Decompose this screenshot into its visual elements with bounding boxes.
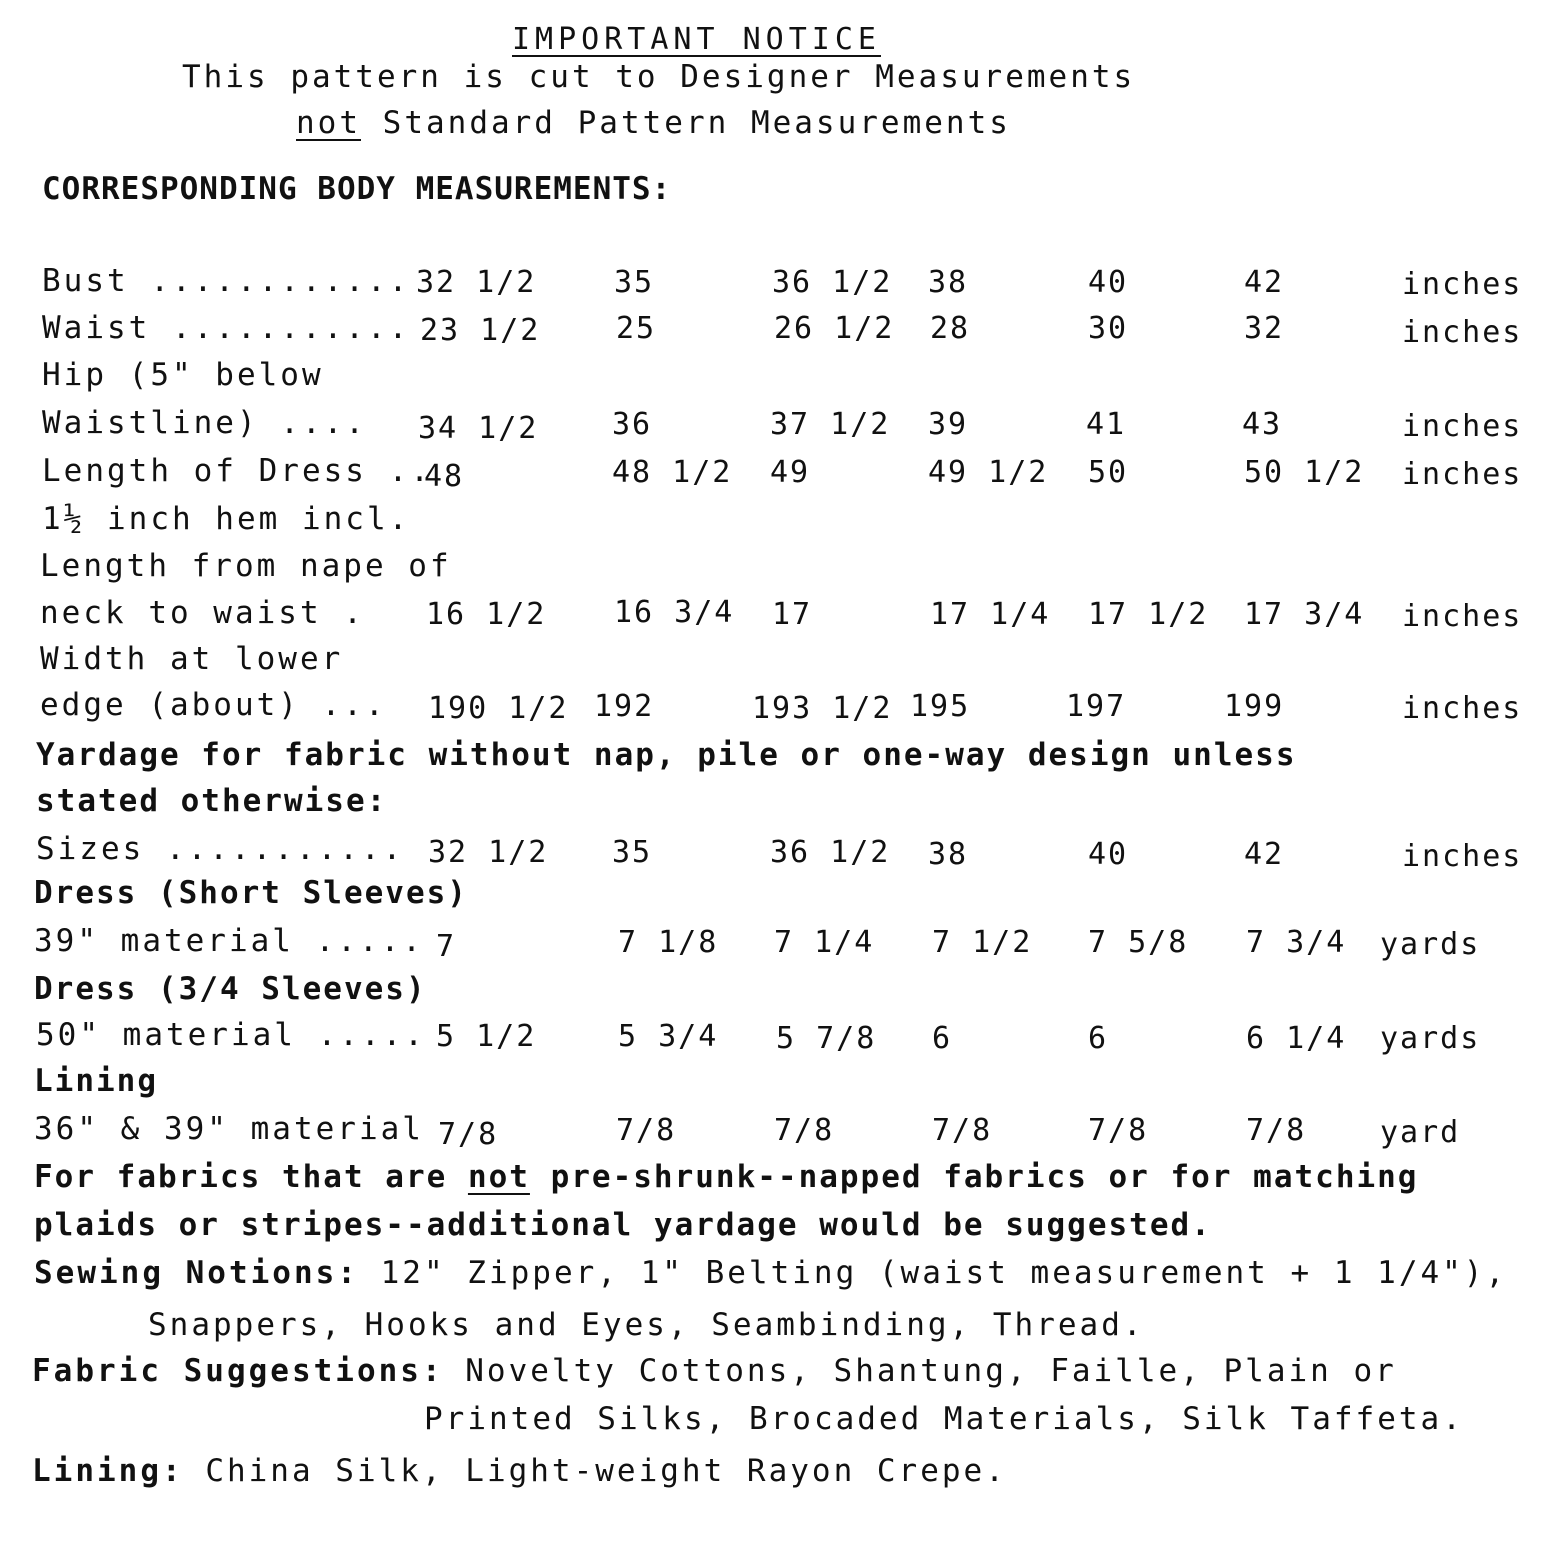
waist-unit: inches xyxy=(1402,315,1523,350)
length-dress-value: 49 1/2 xyxy=(928,455,1049,490)
notions-line-2: Snappers, Hooks and Eyes, Seambinding, Thread. xyxy=(148,1307,1145,1343)
row-label-width-lower: Width at lower xyxy=(40,641,344,677)
row-label-nape: Length from nape of xyxy=(40,548,452,584)
lining-value: 7/8 xyxy=(774,1113,835,1148)
size-value: 40 xyxy=(1088,837,1129,872)
three-quarter-sleeves-value: 6 xyxy=(1088,1021,1109,1056)
lining-value: 7/8 xyxy=(616,1113,677,1148)
row-label-waistline: Waistline) .... xyxy=(42,405,367,441)
waist-value: 23 1/2 xyxy=(420,313,541,348)
size-value: 42 xyxy=(1244,837,1285,872)
hip-value: 43 xyxy=(1242,407,1283,442)
nape-waist-value: 16 1/2 xyxy=(426,597,547,632)
width-edge-value: 190 1/2 xyxy=(428,691,569,726)
lining-suggestion-label: Lining: xyxy=(32,1453,184,1489)
nape-waist-value: 17 3/4 xyxy=(1244,597,1365,632)
waist-value: 32 xyxy=(1244,311,1285,346)
fabric-suggestions-label: Fabric Suggestions: xyxy=(32,1353,444,1389)
notice-line-2-rest: Standard Pattern Measurements xyxy=(361,105,1011,141)
yardage-heading-line-1: Yardage for fabric without nap, pile or one-way design unless xyxy=(36,737,1297,773)
length-dress-value: 50 xyxy=(1088,455,1129,490)
body-measurements-heading: CORRESPONDING BODY MEASUREMENTS: xyxy=(42,171,672,207)
width-edge-value: 193 1/2 xyxy=(752,691,893,726)
notice-line-1: This pattern is cut to Designer Measurements xyxy=(182,59,1136,95)
yardage-heading-line-2: stated otherwise: xyxy=(36,783,388,819)
length-dress-unit: inches xyxy=(1402,457,1523,492)
lining-unit: yard xyxy=(1380,1115,1461,1150)
lining-label: 36" & 39" material xyxy=(34,1111,424,1147)
nape-waist-value: 17 xyxy=(772,597,813,632)
notice-title: IMPORTANT NOTICE xyxy=(512,22,881,57)
fabric-suggestions-text-1: Novelty Cottons, Shantung, Faille, Plain or xyxy=(443,1353,1397,1389)
hip-value: 39 xyxy=(928,407,969,442)
lining-value: 7/8 xyxy=(438,1117,499,1152)
notions-label: Sewing Notions: xyxy=(34,1255,359,1291)
width-edge-value: 192 xyxy=(594,689,655,724)
size-value: 36 1/2 xyxy=(770,835,891,870)
width-edge-value: 199 xyxy=(1224,689,1285,724)
lining-value: 7/8 xyxy=(1088,1113,1149,1148)
row-label-bust: Bust ............ xyxy=(42,263,411,299)
shrink-note-not: not xyxy=(467,1159,530,1195)
size-value: 38 xyxy=(928,837,969,872)
size-value: 32 1/2 xyxy=(428,835,549,870)
short-sleeves-label: 39" material ..... xyxy=(34,923,424,959)
three-quarter-sleeves-value: 5 7/8 xyxy=(776,1021,877,1056)
sizes-unit: inches xyxy=(1402,839,1523,874)
nape-waist-unit: inches xyxy=(1402,599,1523,634)
short-sleeves-unit: yards xyxy=(1380,927,1481,962)
lining-suggestion-text: China Silk, Light-weight Rayon Crepe. xyxy=(183,1453,1007,1489)
short-sleeves-heading: Dress (Short Sleeves) xyxy=(34,875,468,911)
notice-not-underlined: not xyxy=(296,105,361,141)
bust-unit: inches xyxy=(1402,267,1523,302)
nape-waist-value: 17 1/4 xyxy=(930,597,1051,632)
three-quarter-sleeves-heading: Dress (3/4 Sleeves) xyxy=(34,971,427,1007)
three-quarter-sleeves-label: 50" material ..... xyxy=(36,1017,426,1053)
shrink-note-line-1 xyxy=(34,1159,1419,1195)
three-quarter-sleeves-value: 5 1/2 xyxy=(436,1019,537,1054)
row-label-length-dress: Length of Dress .. xyxy=(42,453,432,489)
waist-value: 26 1/2 xyxy=(774,311,895,346)
length-dress-value: 48 1/2 xyxy=(612,455,733,490)
waist-value: 25 xyxy=(616,311,657,346)
short-sleeves-value: 7 xyxy=(436,929,457,964)
nape-waist-value: 16 3/4 xyxy=(614,595,735,630)
length-dress-value: 49 xyxy=(770,455,811,490)
waist-value: 28 xyxy=(930,311,971,346)
hip-value: 34 1/2 xyxy=(418,411,539,446)
short-sleeves-value: 7 1/4 xyxy=(774,925,875,960)
row-label-hip: Hip (5" below xyxy=(42,357,324,393)
lining-value: 7/8 xyxy=(1246,1113,1307,1148)
shrink-note-a: For fabrics that are xyxy=(34,1159,468,1195)
short-sleeves-value: 7 1/8 xyxy=(618,925,719,960)
notions-text-1: 12" Zipper, 1" Belting (waist measurement + 1 1/4"), xyxy=(358,1255,1508,1291)
short-sleeves-value: 7 3/4 xyxy=(1246,925,1347,960)
sizes-label: Sizes ........... xyxy=(36,831,405,867)
three-quarter-sleeves-value: 6 1/4 xyxy=(1246,1021,1347,1056)
row-label-waist: Waist ........... xyxy=(42,310,411,346)
bust-value: 38 xyxy=(928,265,969,300)
size-value: 35 xyxy=(612,835,653,870)
shrink-note-line-2: plaids or stripes--additional yardage would be suggested. xyxy=(34,1207,1212,1243)
short-sleeves-value: 7 5/8 xyxy=(1088,925,1189,960)
width-edge-value: 197 xyxy=(1066,689,1127,724)
width-edge-value: 195 xyxy=(910,689,971,724)
short-sleeves-value: 7 1/2 xyxy=(932,925,1033,960)
hip-value: 37 1/2 xyxy=(770,407,891,442)
length-dress-value: 50 1/2 xyxy=(1244,455,1365,490)
fabric-suggestions-line-2: Printed Silks, Brocaded Materials, Silk Taffeta. xyxy=(424,1401,1464,1437)
notice-line-2 xyxy=(296,105,1011,141)
waist-value: 30 xyxy=(1088,311,1129,346)
bust-value: 36 1/2 xyxy=(772,265,893,300)
three-quarter-sleeves-value: 5 3/4 xyxy=(618,1019,719,1054)
length-dress-value: 48 xyxy=(424,459,465,494)
lining-value: 7/8 xyxy=(932,1113,993,1148)
lining-suggestion-line xyxy=(32,1453,1007,1489)
row-label-neck-waist: neck to waist . xyxy=(40,595,365,631)
notions-line-1 xyxy=(34,1255,1508,1291)
hip-unit: inches xyxy=(1402,409,1523,444)
lining-heading: Lining xyxy=(34,1063,158,1099)
three-quarter-sleeves-value: 6 xyxy=(932,1021,953,1056)
hip-value: 41 xyxy=(1086,407,1127,442)
row-label-edge: edge (about) ... xyxy=(40,687,387,723)
nape-waist-value: 17 1/2 xyxy=(1088,597,1209,632)
fabric-suggestions-line-1 xyxy=(32,1353,1397,1389)
row-label-hem: 1½ inch hem incl. xyxy=(42,501,411,537)
shrink-note-b: pre-shrunk--napped fabrics or for matching xyxy=(529,1159,1419,1195)
bust-value: 32 1/2 xyxy=(416,265,537,300)
width-edge-unit: inches xyxy=(1402,691,1523,726)
bust-value: 42 xyxy=(1244,265,1285,300)
three-quarter-sleeves-unit: yards xyxy=(1380,1021,1481,1056)
bust-value: 35 xyxy=(614,265,655,300)
hip-value: 36 xyxy=(612,407,653,442)
bust-value: 40 xyxy=(1088,265,1129,300)
